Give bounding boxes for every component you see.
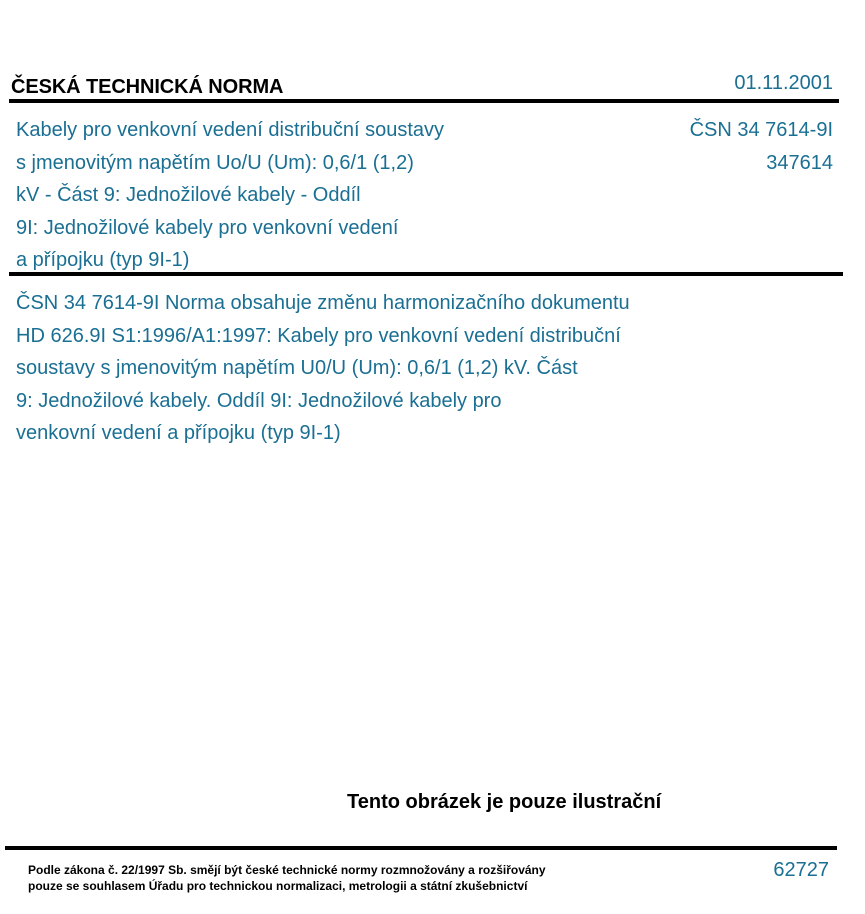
standard-title-line: 9I: Jednožilové kabely pro venkovní vedení <box>16 216 399 239</box>
header-divider <box>9 99 839 103</box>
standard-title-line: Kabely pro venkovní vedení distribuční soustavy <box>16 119 445 141</box>
section-divider <box>9 272 843 276</box>
footer-divider <box>5 846 837 850</box>
copyright-notice-line: pouze se souhlasem Úřadu pro technickou normalizaci, metrologii a státní zkušebnictví <box>28 879 528 893</box>
standard-description <box>16 287 716 450</box>
issue-date: 01.11.2001 <box>734 72 833 94</box>
description-line: venkovní vedení a přípojku (typ 9I-1) <box>16 422 341 444</box>
classification-number: 347614 <box>766 152 833 174</box>
catalog-number: 62727 <box>773 859 829 881</box>
description-line: ČSN 34 7614-9I Norma obsahuje změnu harmonizačního dokumentu <box>16 292 630 314</box>
document-header-title: ČESKÁ TECHNICKÁ NORMA <box>11 76 284 98</box>
description-line: HD 626.9I S1:1996/A1:1997: Kabely pro venkovní vedení distribuční <box>16 324 621 347</box>
standard-title-line: kV - Část 9: Jednožilové kabely - Oddíl <box>16 184 361 206</box>
description-line: soustavy s jmenovitým napětím U0/U (Um): 0,6/1 (1,2) kV. Část <box>16 357 578 379</box>
illustrative-notice: Tento obrázek je pouze ilustrační <box>347 791 662 813</box>
standard-title <box>16 114 496 277</box>
standard-title-line: a přípojku (typ 9I-1) <box>16 249 190 271</box>
description-line: 9: Jednožilové kabely. Oddíl 9I: Jednožilové kabely pro <box>16 389 502 412</box>
copyright-notice <box>28 862 546 894</box>
copyright-notice-line: Podle zákona č. 22/1997 Sb. smějí být české technické normy rozmnožovány a rozšiřovány <box>28 863 546 877</box>
standard-title-line: s jmenovitým napětím Uo/U (Um): 0,6/1 (1,2) <box>16 151 414 174</box>
standard-code: ČSN 34 7614-9I <box>689 119 833 141</box>
